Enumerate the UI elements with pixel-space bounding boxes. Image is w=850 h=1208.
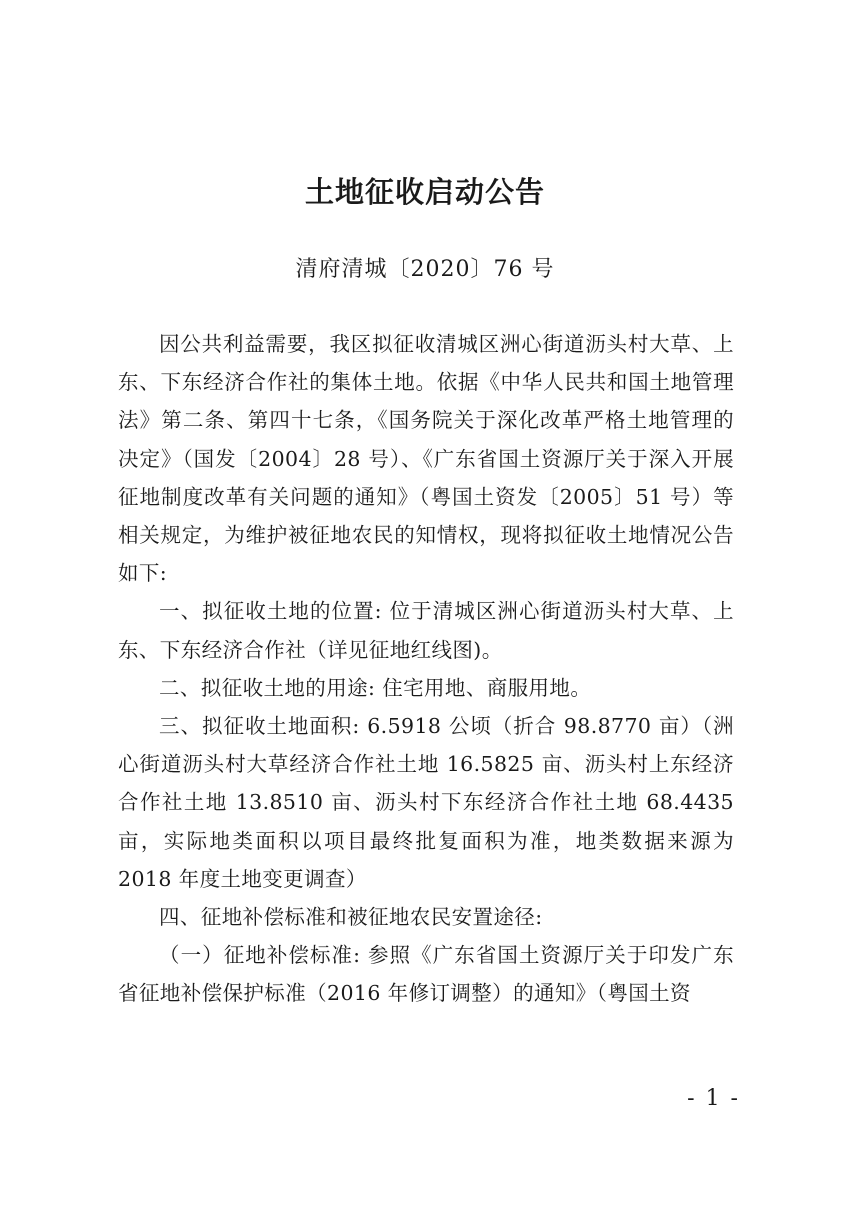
paragraph-compensation-heading: 四、征地补偿标准和被征地农民安置途径: — [159, 905, 543, 930]
page-title: 土地征收启动公告 — [304, 175, 545, 209]
paragraph-area: 三、拟征收土地面积: 6.5918 公顷（折合 98.8770 亩）（洲心街道沥头村大草经济合作社土地 16.5825 亩、沥头村上东经济合作社土地 13.8510 亩、沥头村下东经济合作社土地 68.4435 亩，实际地类面积以项目最终批复面积为准，地类数据来源为 2018 年度土地变更调查） — [118, 714, 734, 891]
paragraph-compensation-standard: （一）征地补偿标准: 参照《广东省国土资源厅关于印发广东省征地补偿保护标准（2016 年修订调整）的通知》（粤国土资 — [118, 943, 734, 1006]
document-body — [118, 325, 734, 1013]
paragraph-location: 一、拟征收土地的位置: 位于清城区洲心街道沥头村大草、上东、下东经济合作社（详见征地红线图)。 — [118, 599, 734, 662]
paragraph-usage: 二、拟征收土地的用途: 住宅用地、商服用地。 — [159, 675, 592, 700]
page-number: - 1 - — [687, 1086, 740, 1111]
paragraph-intro: 因公共利益需要，我区拟征收清城区洲心街道沥头村大草、上东、下东经济合作社的集体土地。依据《中华人民共和国土地管理法》第二条、第四十七条，《国务院关于深化改革严格土地管理的决定》（国发〔2004〕28 号）、《广东省国土资源厅关于深入开展征地制度改革有关问题的通知》（粤国土资发〔2005〕51 号）等相关规定，为维护被征地农民的知情权，现将拟征收土地情况公告如下: — [118, 332, 734, 586]
document-number: 清府清城〔2020〕76 号 — [295, 257, 555, 282]
